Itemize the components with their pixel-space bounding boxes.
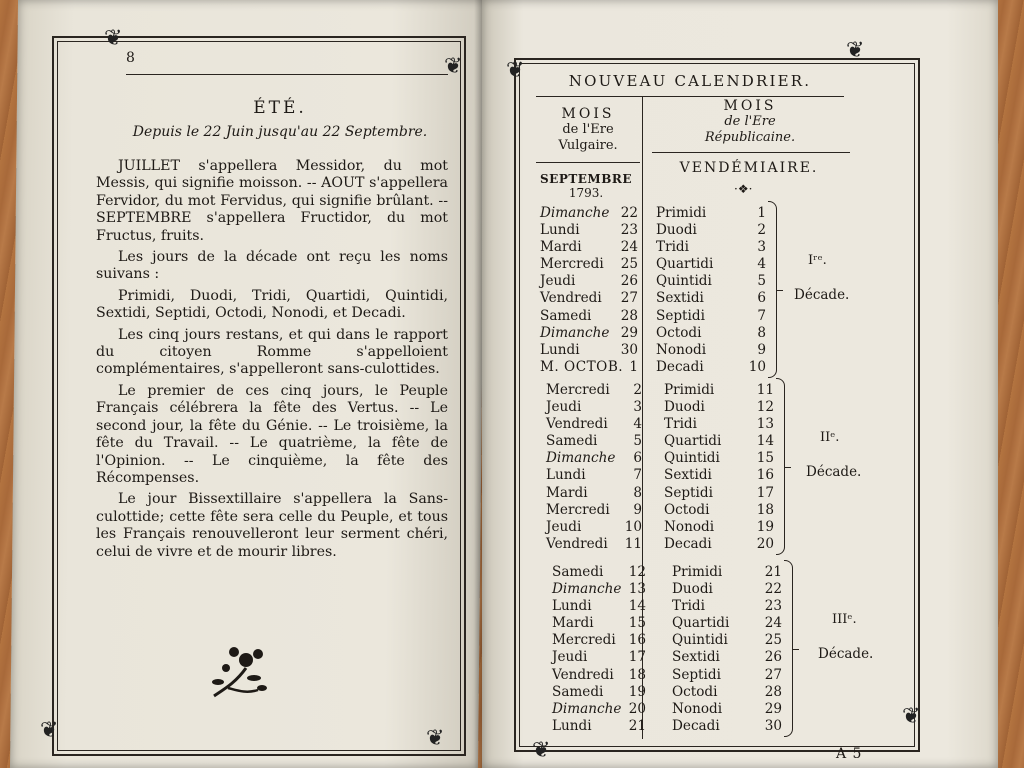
day-name: Samedi xyxy=(540,307,592,324)
day-number: 27 xyxy=(620,290,638,307)
day-name: Mercredi xyxy=(546,382,610,398)
gregorian-day-list xyxy=(546,382,642,553)
day-number: 18 xyxy=(756,501,774,518)
paragraph: Les jours de la décade ont reçu les noms suivans : xyxy=(96,249,448,283)
day-name: Primidi xyxy=(672,564,723,580)
day-number: 16 xyxy=(628,632,646,649)
day-number: 6 xyxy=(633,450,642,467)
day-number: 4 xyxy=(757,256,766,273)
paragraph: Le premier de ces cinq jours, le Peuple Français célébrera la fête des Vertus. -- Le second jour, la fête du Génie. -- Le troisième, la fête du Travail. -- Le quatrième, la fête de l'Opinion. -- Le cinquième, la fête des Récompenses. xyxy=(96,382,448,486)
gregorian-day-row xyxy=(546,382,642,399)
gregorian-day-row xyxy=(552,581,646,598)
day-name: Quartidi xyxy=(664,433,722,450)
republican-day-row xyxy=(664,467,774,484)
day-name: Nonodi xyxy=(664,518,715,535)
day-number: 2 xyxy=(633,382,642,398)
day-name: Vendredi xyxy=(552,666,614,683)
gregorian-day-row xyxy=(546,485,642,502)
republican-day-row xyxy=(656,222,766,239)
gregorian-day-row xyxy=(546,399,642,416)
day-name: Dimanche xyxy=(540,205,610,221)
gregorian-day-row xyxy=(546,450,642,467)
republican-day-row xyxy=(672,564,782,581)
day-name: Jeudi xyxy=(540,273,576,290)
day-number: 17 xyxy=(628,649,646,666)
day-name: Lundi xyxy=(546,467,586,484)
signature-mark: A 5 xyxy=(836,746,863,762)
day-name: Sextidi xyxy=(672,649,720,666)
day-number: 3 xyxy=(757,239,766,256)
day-number: 19 xyxy=(628,683,646,700)
day-number: 16 xyxy=(756,467,774,484)
gregorian-day-row xyxy=(546,467,642,484)
day-name: Quintidi xyxy=(656,273,712,290)
day-name: Mercredi xyxy=(540,256,604,273)
republican-day-row xyxy=(672,684,782,701)
day-number: 10 xyxy=(624,518,642,535)
day-name: Tridi xyxy=(656,239,689,256)
gregorian-day-row xyxy=(552,667,646,684)
day-name: Decadi xyxy=(672,717,720,734)
republican-day-row xyxy=(672,667,782,684)
paragraph: Les cinq jours restans, et qui dans le rapport du citoyen Romme s'appelloient complémentaires, s'appelleront sans-culottides. xyxy=(96,326,448,378)
day-name: Mardi xyxy=(546,484,588,501)
republican-day-row xyxy=(664,502,774,519)
gregorian-day-row xyxy=(540,222,638,239)
gregorian-day-row xyxy=(546,502,642,519)
day-name: Tridi xyxy=(664,416,697,433)
republican-day-row xyxy=(656,273,766,290)
day-number: 15 xyxy=(628,615,646,632)
day-number: 5 xyxy=(633,433,642,450)
day-number: 2 xyxy=(757,222,766,239)
day-name: Mercredi xyxy=(546,501,610,518)
gregorian-day-row xyxy=(552,615,646,632)
gregorian-day-row xyxy=(552,564,646,581)
republican-day-row xyxy=(656,342,766,359)
republican-day-row xyxy=(656,325,766,342)
day-number: 24 xyxy=(764,615,782,632)
gregorian-day-row xyxy=(552,701,646,718)
day-number: 29 xyxy=(764,700,782,717)
header-rule xyxy=(536,162,640,163)
day-number: 5 xyxy=(757,273,766,290)
gregorian-day-row xyxy=(540,325,638,342)
header-rule xyxy=(126,74,448,75)
republican-day-row xyxy=(656,205,766,222)
gregorian-day-row xyxy=(540,290,638,307)
gregorian-day-row xyxy=(540,359,638,376)
day-name: M. OCTOB. xyxy=(540,358,624,375)
decade-brace xyxy=(784,560,793,737)
decree-text xyxy=(96,158,448,565)
day-name: Quintidi xyxy=(664,450,720,467)
day-number: 28 xyxy=(764,683,782,700)
decade-brace xyxy=(776,378,785,555)
corner-ornament-icon: ❦ xyxy=(506,58,525,83)
day-number: 19 xyxy=(756,518,774,535)
corner-ornament-icon: ❦ xyxy=(104,26,123,51)
republican-day-row xyxy=(672,615,782,632)
day-number: 26 xyxy=(764,649,782,666)
day-name: Vendredi xyxy=(546,535,608,552)
day-number: 1 xyxy=(629,358,638,375)
day-number: 29 xyxy=(620,324,638,341)
decade-ordinal: IIᵉ. xyxy=(820,430,840,445)
gregorian-column-header: MOIS de l'Ere Vulgaire. xyxy=(558,106,618,153)
day-name: Mardi xyxy=(540,239,582,256)
gregorian-day-row xyxy=(552,649,646,666)
day-number: 18 xyxy=(628,666,646,683)
day-number: 25 xyxy=(764,632,782,649)
day-number: 9 xyxy=(633,501,642,518)
republican-day-row xyxy=(656,308,766,325)
day-name: Quartidi xyxy=(656,256,714,273)
calendar-title: NOUVEAU CALENDRIER. xyxy=(568,72,812,90)
republican-day-row xyxy=(656,256,766,273)
corner-ornament-icon: ❦ xyxy=(426,726,445,751)
corner-ornament-icon: ❦ xyxy=(846,38,865,63)
day-name: Nonodi xyxy=(672,700,723,717)
title-rule xyxy=(536,96,844,97)
day-number: 25 xyxy=(620,256,638,273)
day-name: Jeudi xyxy=(552,649,588,666)
republican-day-row xyxy=(656,290,766,307)
day-name: Nonodi xyxy=(656,341,707,358)
day-number: 12 xyxy=(756,399,774,416)
day-name: Jeudi xyxy=(546,399,582,416)
day-number: 12 xyxy=(628,564,646,580)
season-title: ÉTÉ. xyxy=(253,98,307,118)
decade-brace xyxy=(768,201,777,378)
day-number: 10 xyxy=(748,358,766,375)
day-number: 20 xyxy=(628,700,646,717)
day-number: 14 xyxy=(756,433,774,450)
gregorian-day-row xyxy=(540,342,638,359)
day-name: Lundi xyxy=(540,341,580,358)
republican-day-row xyxy=(656,359,766,376)
republican-day-row xyxy=(664,433,774,450)
decade-ordinal: Iʳᵉ. xyxy=(808,253,827,268)
gregorian-day-row xyxy=(546,519,642,536)
gregorian-day-row xyxy=(540,308,638,325)
date-range: Depuis le 22 Juin jusqu'au 22 Septembre. xyxy=(132,124,428,140)
republican-day-row xyxy=(664,382,774,399)
day-number: 30 xyxy=(620,341,638,358)
republican-day-row xyxy=(664,519,774,536)
republican-day-row xyxy=(664,399,774,416)
day-name: Quartidi xyxy=(672,615,730,632)
day-number: 23 xyxy=(620,222,638,239)
gregorian-day-list xyxy=(540,205,638,376)
rosette-ornament-icon: ·❖· xyxy=(734,182,753,196)
day-number: 1 xyxy=(757,205,766,221)
day-name: Mardi xyxy=(552,615,594,632)
day-number: 4 xyxy=(633,416,642,433)
day-number: 28 xyxy=(620,307,638,324)
day-number: 22 xyxy=(764,581,782,598)
day-number: 24 xyxy=(620,239,638,256)
republican-day-list xyxy=(664,382,774,553)
republican-day-row xyxy=(664,450,774,467)
day-name: Duodi xyxy=(656,222,697,239)
page-number: 8 xyxy=(126,50,135,66)
day-name: Jeudi xyxy=(546,518,582,535)
day-name: Septidi xyxy=(656,307,705,324)
day-name: Dimanche xyxy=(540,324,610,341)
corner-ornament-icon: ❦ xyxy=(444,54,463,79)
day-number: 30 xyxy=(764,717,782,734)
day-name: Dimanche xyxy=(552,700,622,717)
day-name: Lundi xyxy=(552,717,592,734)
republican-month-heading: VENDÉMIAIRE. xyxy=(679,160,819,176)
day-number: 11 xyxy=(624,535,642,552)
day-name: Samedi xyxy=(552,564,604,580)
republican-day-row xyxy=(664,416,774,433)
day-name: Sextidi xyxy=(656,290,704,307)
gregorian-day-row xyxy=(552,718,646,735)
gregorian-day-row xyxy=(540,256,638,273)
gregorian-day-row xyxy=(546,536,642,553)
republican-day-list xyxy=(656,205,766,376)
gregorian-day-list xyxy=(552,564,646,735)
day-number: 15 xyxy=(756,450,774,467)
day-name: Lundi xyxy=(540,222,580,239)
republican-column-header: MOIS de l'Ere Républicaine. xyxy=(704,98,796,145)
day-name: Samedi xyxy=(552,683,604,700)
day-name: Mercredi xyxy=(552,632,616,649)
gregorian-day-row xyxy=(552,632,646,649)
day-name: Octodi xyxy=(672,683,718,700)
day-number: 8 xyxy=(757,324,766,341)
day-number: 6 xyxy=(757,290,766,307)
republican-day-row xyxy=(664,485,774,502)
gregorian-day-row xyxy=(540,239,638,256)
day-name: Duodi xyxy=(664,399,705,416)
day-name: Octodi xyxy=(656,324,702,341)
day-name: Sextidi xyxy=(664,467,712,484)
day-name: Tridi xyxy=(672,598,705,615)
republican-day-row xyxy=(672,718,782,735)
day-number: 26 xyxy=(620,273,638,290)
republican-day-row xyxy=(672,581,782,598)
day-name: Quintidi xyxy=(672,632,728,649)
republican-day-row xyxy=(672,632,782,649)
paragraph: JUILLET s'appellera Messidor, du mot Messis, qui signifie moisson. -- AOUT s'appellera Fervidor, du mot Fervidus, qui signifie brûlant. -- SEPTEMBRE s'appellera Fructidor, du mot Fructus, fruits. xyxy=(96,158,448,244)
day-name: Dimanche xyxy=(546,450,616,467)
republican-day-list xyxy=(672,564,782,735)
day-name: Septidi xyxy=(664,484,713,501)
day-name: Primidi xyxy=(664,382,715,398)
day-name: Decadi xyxy=(664,535,712,552)
header-rule xyxy=(652,152,850,153)
republican-day-row xyxy=(672,598,782,615)
day-number: 7 xyxy=(633,467,642,484)
day-name: Decadi xyxy=(656,358,704,375)
republican-day-row xyxy=(656,239,766,256)
day-number: 8 xyxy=(633,484,642,501)
day-number: 21 xyxy=(628,717,646,734)
day-number: 20 xyxy=(756,535,774,552)
decade-label: Décade. xyxy=(794,287,850,303)
day-number: 21 xyxy=(764,564,782,580)
floral-vignette-icon xyxy=(206,638,270,702)
paragraph: Le jour Bissextillaire s'appellera la Sans-culottide; cette fête sera celle du Peuple, et tous les Français renouvelleront leur serment chéri, celui de vivre et de mourir libres. xyxy=(96,491,448,560)
republican-day-row xyxy=(664,536,774,553)
gregorian-day-row xyxy=(540,273,638,290)
gregorian-day-row xyxy=(552,598,646,615)
day-name: Dimanche xyxy=(552,581,622,598)
republican-day-row xyxy=(672,649,782,666)
gregorian-month-heading: SEPTEMBRE 1793. xyxy=(540,172,632,200)
decade-ordinal: IIIᵉ. xyxy=(832,612,857,627)
day-number: 14 xyxy=(628,598,646,615)
corner-ornament-icon: ❦ xyxy=(40,718,59,743)
gregorian-day-row xyxy=(552,684,646,701)
day-name: Samedi xyxy=(546,433,598,450)
day-name: Vendredi xyxy=(540,290,602,307)
day-name: Duodi xyxy=(672,581,713,598)
day-number: 3 xyxy=(633,399,642,416)
gregorian-day-row xyxy=(540,205,638,222)
gregorian-day-row xyxy=(546,416,642,433)
corner-ornament-icon: ❦ xyxy=(902,704,921,729)
day-name: Septidi xyxy=(672,666,721,683)
day-number: 9 xyxy=(757,341,766,358)
gregorian-day-row xyxy=(546,433,642,450)
day-number: 7 xyxy=(757,307,766,324)
day-number: 17 xyxy=(756,484,774,501)
day-number: 13 xyxy=(756,416,774,433)
day-name: Lundi xyxy=(552,598,592,615)
decade-label: Décade. xyxy=(806,464,862,480)
corner-ornament-icon: ❦ xyxy=(532,738,551,763)
day-number: 22 xyxy=(620,205,638,221)
day-name: Primidi xyxy=(656,205,707,221)
day-number: 27 xyxy=(764,666,782,683)
decade-label: Décade. xyxy=(818,646,874,662)
day-name: Vendredi xyxy=(546,416,608,433)
day-number: 11 xyxy=(756,382,774,398)
day-number: 23 xyxy=(764,598,782,615)
day-name: Octodi xyxy=(664,501,710,518)
paragraph: Primidi, Duodi, Tridi, Quartidi, Quintidi, Sextidi, Septidi, Octodi, Nonodi, et Decadi. xyxy=(96,287,448,322)
day-number: 13 xyxy=(628,581,646,598)
republican-day-row xyxy=(672,701,782,718)
